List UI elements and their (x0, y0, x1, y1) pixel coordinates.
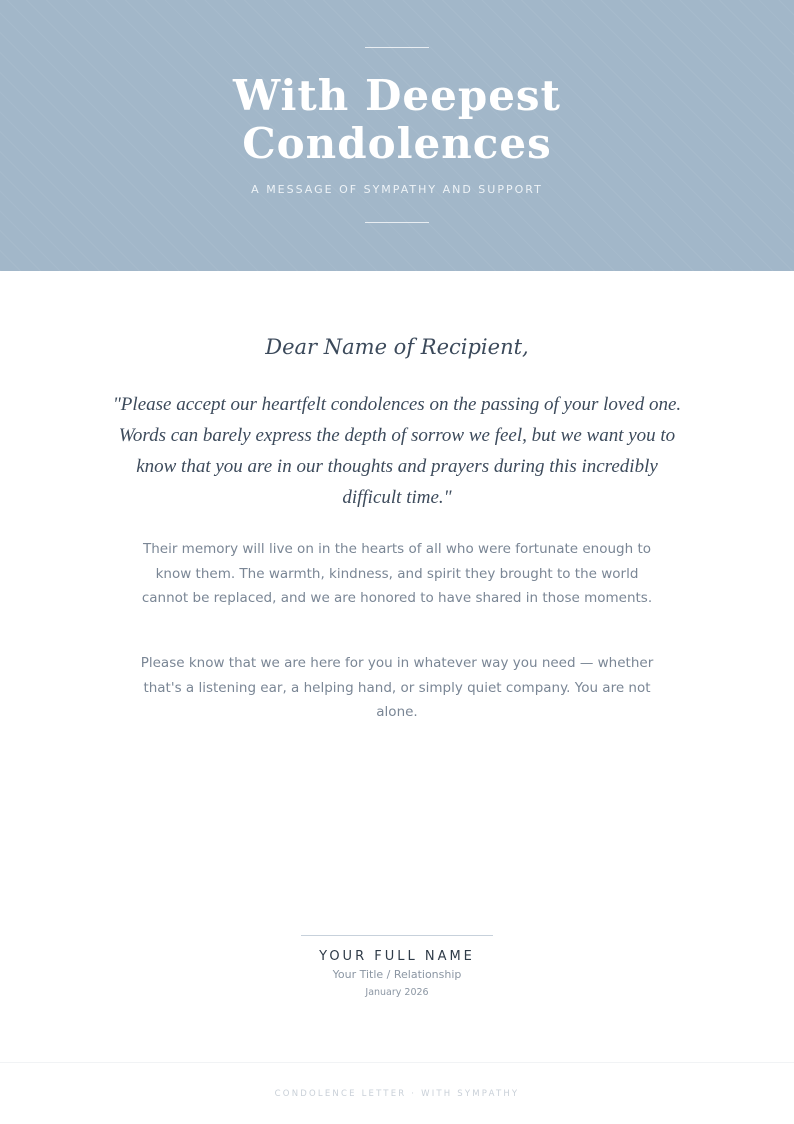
body-paragraph-memory: Their memory will live on in the hearts of all who were fortunate enough to know them. The warmth, kindness, and spirit they brought to the world cannot be replaced, and we are honored to have shared in those moments. (141, 541, 653, 606)
header-bottom-divider (365, 222, 429, 223)
header-top-divider (365, 47, 429, 48)
body-paragraph-support: Please know that we are here for you in whatever way you need — whether that's a listening ear, a helping hand, or simply quiet company. You are not alone. (140, 655, 654, 720)
signature-line (301, 935, 493, 936)
page-title (0, 72, 794, 168)
page-subtitle: A MESSAGE OF SYMPATHY AND SUPPORT (251, 183, 543, 196)
title-line-1: With Deepest (233, 71, 561, 120)
footer-text: CONDOLENCE LETTER · WITH SYMPATHY (274, 1089, 520, 1099)
signature-name: YOUR FULL NAME (319, 949, 475, 964)
header-banner (0, 0, 794, 271)
signature-title: Your Title / Relationship (332, 968, 462, 981)
title-line-2: Condolences (242, 119, 552, 168)
salutation: Dear Name of Recipient, (265, 335, 529, 359)
signature-date: January 2026 (365, 987, 429, 998)
condolence-quote: "Please accept our heartfelt condolences on the passing of your loved one. Words can barely express the depth of sorrow we feel, but we want you to know that you are in our thoughts and prayers during this incredibly difficult time." (112, 394, 682, 508)
